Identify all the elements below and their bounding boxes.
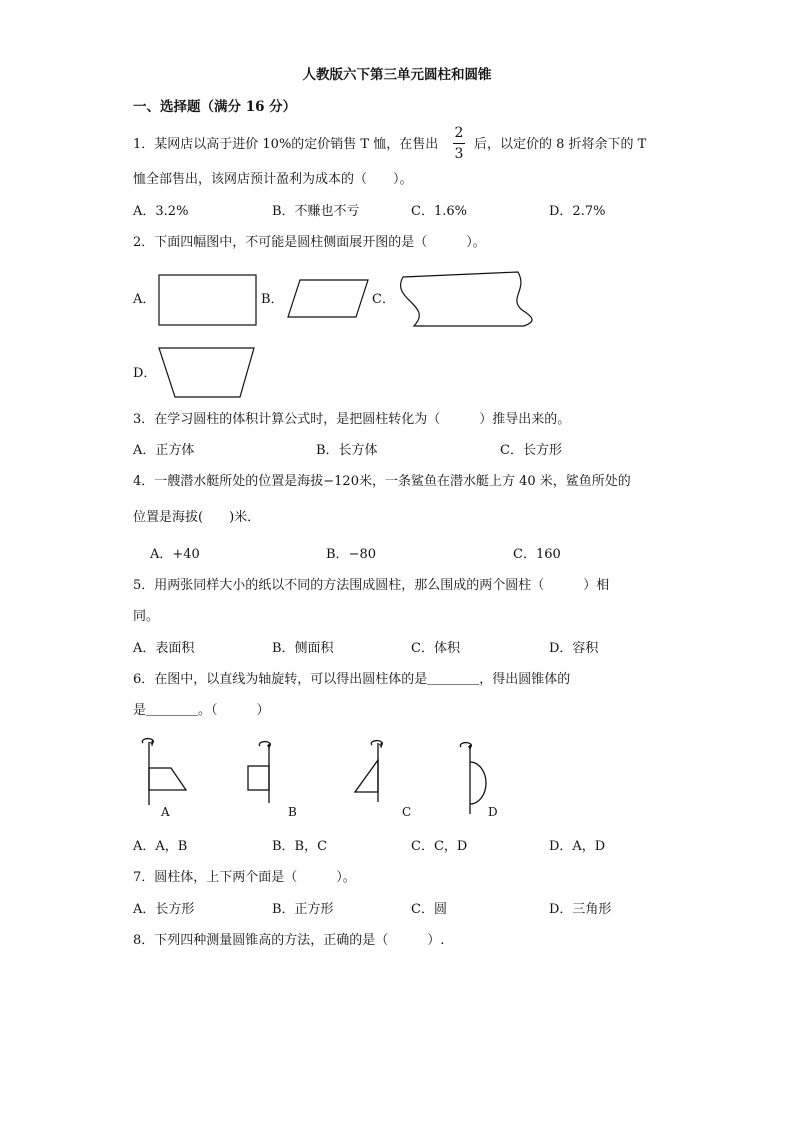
q5-line2: 同。: [133, 609, 160, 624]
q2-label-c[interactable]: C．: [372, 292, 395, 307]
q7-option-b[interactable]: B．正方形: [272, 902, 334, 917]
q6-figure-label-c: C: [402, 805, 412, 819]
q5-option-d[interactable]: D．容积: [549, 641, 599, 656]
q6-figure-d: [460, 743, 486, 814]
page-title: 人教版六下第三单元圆柱和圆锥: [302, 67, 492, 83]
q6-option-a[interactable]: A．A，B: [133, 839, 188, 854]
q8-stem: 8．下列四种测量圆锥高的方法，正确的是（ ）.: [133, 933, 445, 948]
q1-option-b[interactable]: B．不赚也不亏: [272, 204, 360, 219]
q4-line2: 位置是海拔( )米．: [133, 510, 261, 525]
q1-option-d[interactable]: D．2.7%: [549, 204, 606, 219]
q6-figure-c: [355, 741, 382, 802]
q1-line1-before: 1．某网店以高于进价 10%的定价销售 T 恤，在售出: [133, 137, 439, 152]
q1-option-c[interactable]: C．1.6%: [411, 204, 467, 219]
q2-stem: 2．下面四幅图中，不可能是圆柱侧面展开图的是（ ）。: [133, 235, 486, 250]
q5-line1: 5．用两张同样大小的纸以不同的方法围成圆柱，那么围成的两个圆柱（ ）相: [133, 578, 610, 593]
q6-figure-label-d: D: [488, 805, 498, 819]
q6-option-b[interactable]: B．B，C: [272, 839, 328, 854]
q4-option-b[interactable]: B．−80: [326, 547, 376, 562]
q6-line2: 是＿＿＿＿。（ ）: [133, 703, 270, 718]
q3-option-c[interactable]: C．长方形: [500, 443, 562, 458]
q3-stem: 3．在学习圆柱的体积计算公式时，是把圆柱转化为（ ）推导出来的。: [133, 412, 571, 427]
q1-fraction-numerator: 2: [454, 125, 464, 141]
q2-label-b[interactable]: B．: [261, 292, 284, 307]
q1-line2: 恤全部售出，该网店预计盈利为成本的（ ）。: [133, 172, 413, 187]
q4-option-c[interactable]: C．160: [513, 547, 561, 562]
q6-figure-b: [248, 742, 270, 803]
q4-line1: 4．一艘潜水艇所处的位置是海拔−120米，一条鲨鱼在潜水艇上方 40 米，鲨鱼所处的: [133, 474, 631, 489]
q4-option-a[interactable]: A．+40: [150, 547, 200, 562]
q3-option-b[interactable]: B．长方体: [316, 443, 378, 458]
q6-line1: 6．在图中，以直线为轴旋转，可以得出圆柱体的是＿＿＿＿，得出圆锥体的: [133, 672, 571, 687]
q5-option-b[interactable]: B．侧面积: [272, 641, 334, 656]
q6-figure-label-a: A: [161, 805, 170, 819]
q7-stem: 7．圆柱体，上下两个面是（ ）。: [133, 870, 356, 885]
section-heading: 一、选择题（满分 16 分）: [133, 99, 297, 115]
q3-option-a[interactable]: A．正方体: [133, 443, 195, 458]
q7-option-c[interactable]: C．圆: [411, 902, 447, 917]
q7-option-d[interactable]: D．三角形: [549, 902, 612, 917]
q1-fraction-denominator: 3: [454, 146, 464, 162]
q5-option-a[interactable]: A．表面积: [133, 641, 195, 656]
q1-line1-after: 后，以定价的 8 折将余下的 T: [474, 137, 647, 152]
q6-option-c[interactable]: C．C，D: [411, 839, 468, 854]
q7-option-a[interactable]: A．长方形: [133, 902, 195, 917]
q6-figure-label-b: B: [288, 805, 297, 819]
q2-label-a[interactable]: A．: [133, 292, 156, 307]
q6-figure-a: [142, 739, 186, 805]
q1-option-a[interactable]: A．3.2%: [133, 204, 189, 219]
q2-label-d[interactable]: D．: [133, 366, 157, 381]
q6-option-d[interactable]: D．A，D: [549, 839, 606, 854]
q5-option-c[interactable]: C．体积: [411, 641, 460, 656]
